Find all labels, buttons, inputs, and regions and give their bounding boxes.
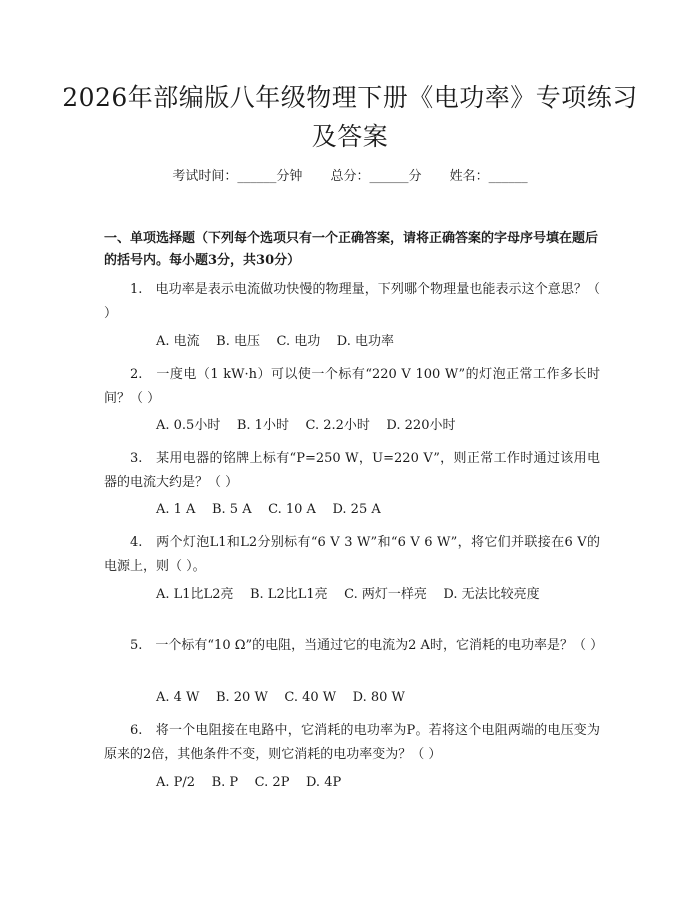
student-name-field: 姓名：______ [449, 169, 528, 184]
exam-meta [0, 168, 700, 186]
question-options-3: A. 1 A B. 5 A C. 10 A D. 25 A [156, 502, 381, 517]
question-options-4: A. L1比L2亮 B. L2比L1亮 C. 两灯一样亮 D. 无法比较亮度 [156, 587, 540, 602]
question-stem-6: 6. 将一个电阻接在电路中，它消耗的电功率为P。若将这个电阻两端的电压变为原来的2倍，其他条件不变，则它消耗的电功率变为？（ ） [104, 723, 600, 762]
exam-time-field: 考试时间：______分钟 [172, 169, 303, 184]
question-stem-1: 1. 电功率是表示电流做功快慢的物理量，下列哪个物理量也能表示这个意思？（ ） [104, 282, 600, 321]
question-options-5: A. 4 W B. 20 W C. 40 W D. 80 W [156, 690, 405, 705]
page-title: 2026年部编版八年级物理下册《电功率》专项练习及答案 [62, 83, 638, 151]
total-score-field: 总分：______分 [330, 169, 422, 184]
question-stem-2: 2. 一度电（1 kW·h）可以使一个标有“220 V 100 W”的灯泡正常工作多长时间？（ ） [104, 367, 600, 406]
question-stem-4: 4. 两个灯泡L1和L2分别标有“6 V 3 W”和“6 V 6 W”，将它们并联接在6 V的电源上，则（ ）。 [104, 535, 600, 574]
question-options-2: A. 0.5小时 B. 1小时 C. 2.2小时 D. 220小时 [156, 418, 456, 433]
question-stem-5: 5. 一个标有“10 Ω”的电阻，当通过它的电流为2 A时，它消耗的电功率是？（ ） [130, 638, 604, 653]
question-options-6: A. P/2 B. P C. 2P D. 4P [156, 775, 342, 790]
question-stem-3: 3. 某用电器的铭牌上标有“P=250 W，U=220 V”，则正常工作时通过该用电器的电流大约是？（ ） [104, 451, 600, 490]
section-heading: 一、单项选择题（下列每个选项只有一个正确答案，请将正确答案的字母序号填在题后的括号内。每小题3分，共30分） [104, 231, 599, 268]
question-options-1: A. 电流 B. 电压 C. 电功 D. 电功率 [156, 334, 395, 349]
